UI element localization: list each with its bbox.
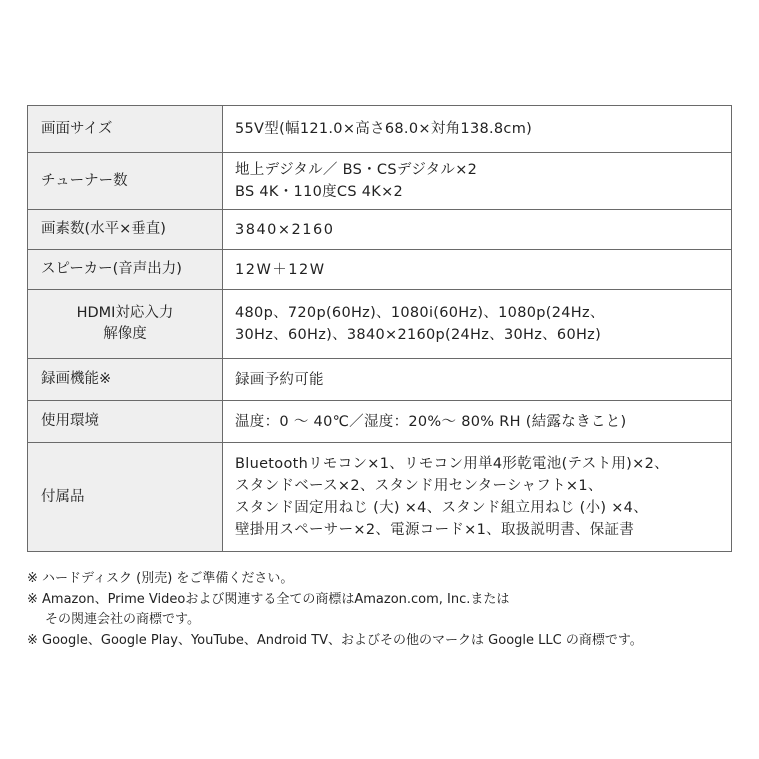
spec-row-resolution	[28, 210, 732, 250]
spec-row-screen-size	[28, 106, 732, 153]
spec-value	[223, 210, 732, 250]
spec-value-line: 壁掛用スペーサー×2、電源コード×1、取扱説明書、保証書	[235, 522, 635, 538]
spec-row-accessories	[28, 443, 732, 552]
spec-value-line: 録画予約可能	[235, 371, 324, 388]
spec-table	[27, 105, 732, 552]
spec-value-line: Bluetoothリモコン×1、リモコン用単4形乾電池(テスト用)×2、	[235, 456, 669, 472]
spec-label-line: HDMI対応入力	[76, 305, 174, 321]
spec-value-line: 12W＋12W	[235, 261, 326, 278]
footnote: ※ Google、Google Play、YouTube、Android TV、およびその他のマークは Google LLC の商標です。	[27, 632, 643, 648]
spec-value-line: 3840×2160	[235, 221, 335, 238]
spec-label: 付属品	[28, 443, 223, 552]
footnote-continuation: その関連会社の商標です。	[45, 612, 200, 627]
spec-value-line: 温度：0 〜 40℃／湿度：20%〜 80% RH (結露なきこと)	[235, 413, 627, 430]
spec-label: 使用環境	[28, 401, 223, 443]
footnote: ※ Amazon、Prime Videoおよび関連する全ての商標はAmazon.com, Inc.または	[27, 591, 510, 607]
spec-row-tuners	[28, 153, 732, 210]
spec-value-line: 480p、720p(60Hz)、1080i(60Hz)、1080p(24Hz、	[235, 305, 605, 321]
spec-value	[223, 401, 732, 443]
spec-row-speakers	[28, 250, 732, 290]
spec-value	[223, 359, 732, 401]
spec-value	[223, 250, 732, 290]
spec-value	[223, 443, 732, 552]
spec-row-environment	[28, 401, 732, 443]
spec-label: チューナー数	[28, 153, 223, 210]
spec-value	[223, 106, 732, 153]
spec-value-line: 55V型(幅121.0×高さ68.0×対角138.8cm)	[235, 121, 533, 137]
footnotes	[27, 569, 747, 651]
footnote: ※ ハードディスク (別売) をご準備ください。	[27, 571, 294, 586]
spec-label: 画素数(水平×垂直)	[28, 210, 223, 250]
spec-value	[223, 153, 732, 210]
spec-value	[223, 290, 732, 359]
spec-label: 録画機能※	[28, 359, 223, 401]
spec-row-hdmi-resolution	[28, 290, 732, 359]
spec-label	[28, 290, 223, 359]
spec-label: 画面サイズ	[28, 106, 223, 153]
spec-value-line: スタンドベース×2、スタンド用センターシャフト×1、	[235, 478, 603, 494]
spec-value-line: 30Hz、60Hz)、3840×2160p(24Hz、30Hz、60Hz)	[235, 327, 602, 343]
spec-label-line: 解像度	[103, 326, 147, 342]
spec-row-recording	[28, 359, 732, 401]
spec-label: スピーカー(音声出力)	[28, 250, 223, 290]
spec-value-line: スタンド固定用ねじ (大) ×4、スタンド組立用ねじ (小) ×4、	[235, 500, 649, 516]
spec-value-line: 地上デジタル／ BS・CSデジタル×2	[235, 162, 478, 178]
spec-value-line: BS 4K・110度CS 4K×2	[235, 184, 404, 200]
